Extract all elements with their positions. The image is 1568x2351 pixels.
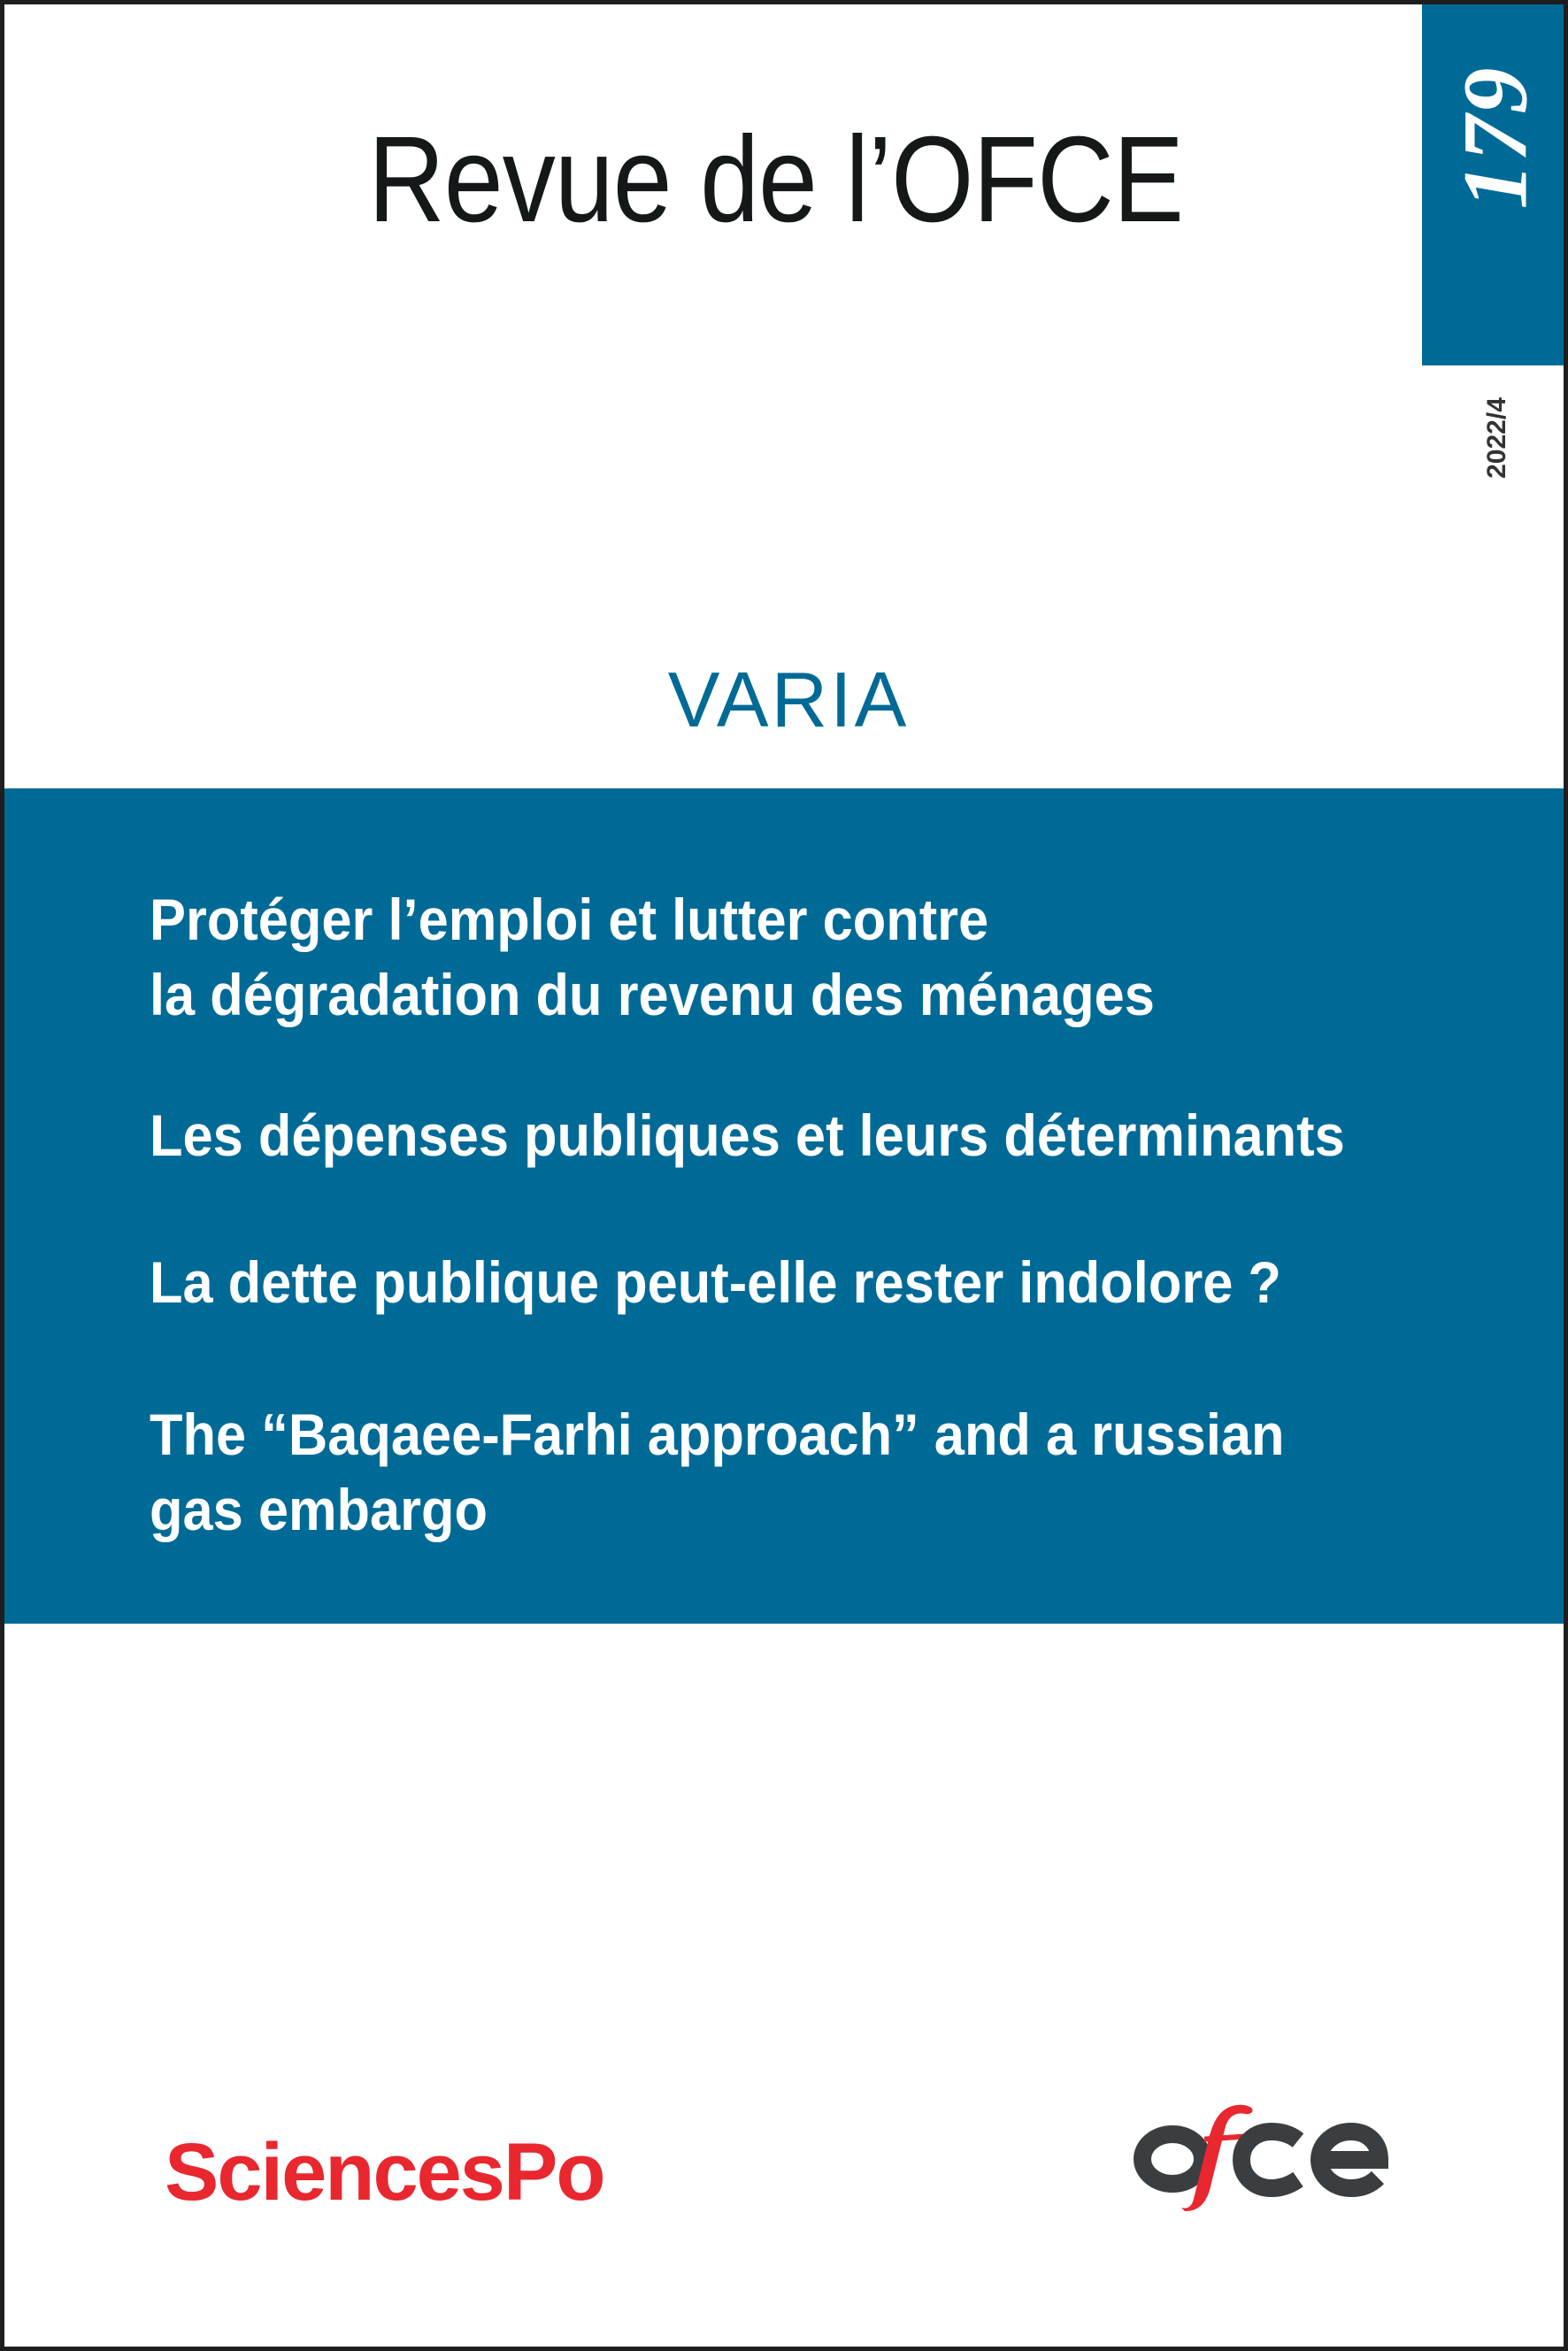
issue-number-text: 179 bbox=[1444, 65, 1546, 209]
issue-year-text: 2022/4 bbox=[1482, 397, 1512, 479]
article-title-2: Les dépenses publiques et leurs déterminants bbox=[150, 1103, 1345, 1168]
article-title-4-line-2: gas embargo bbox=[150, 1477, 488, 1542]
issue-year bbox=[1480, 388, 1515, 488]
ofce-logo bbox=[1130, 2101, 1422, 2225]
sciencespo-logo: SciencesPo bbox=[165, 2127, 604, 2217]
ofce-logo-icon bbox=[1130, 2101, 1422, 2225]
article-title-4-line-1: The “Baqaee-Farhi approach” and a russian bbox=[150, 1402, 1285, 1467]
article-title-1-line-2: la dégradation du revenu des ménages bbox=[150, 962, 1155, 1027]
issue-number bbox=[1422, 4, 1568, 270]
article-title-3: La dette publique peut-elle rester indolore ? bbox=[150, 1249, 1281, 1315]
journal-title: Revue de l’OFCE bbox=[368, 111, 1184, 248]
article-title-1-line-1: Protéger l’emploi et lutter contre bbox=[150, 887, 989, 952]
section-label: VARIA bbox=[667, 656, 910, 743]
